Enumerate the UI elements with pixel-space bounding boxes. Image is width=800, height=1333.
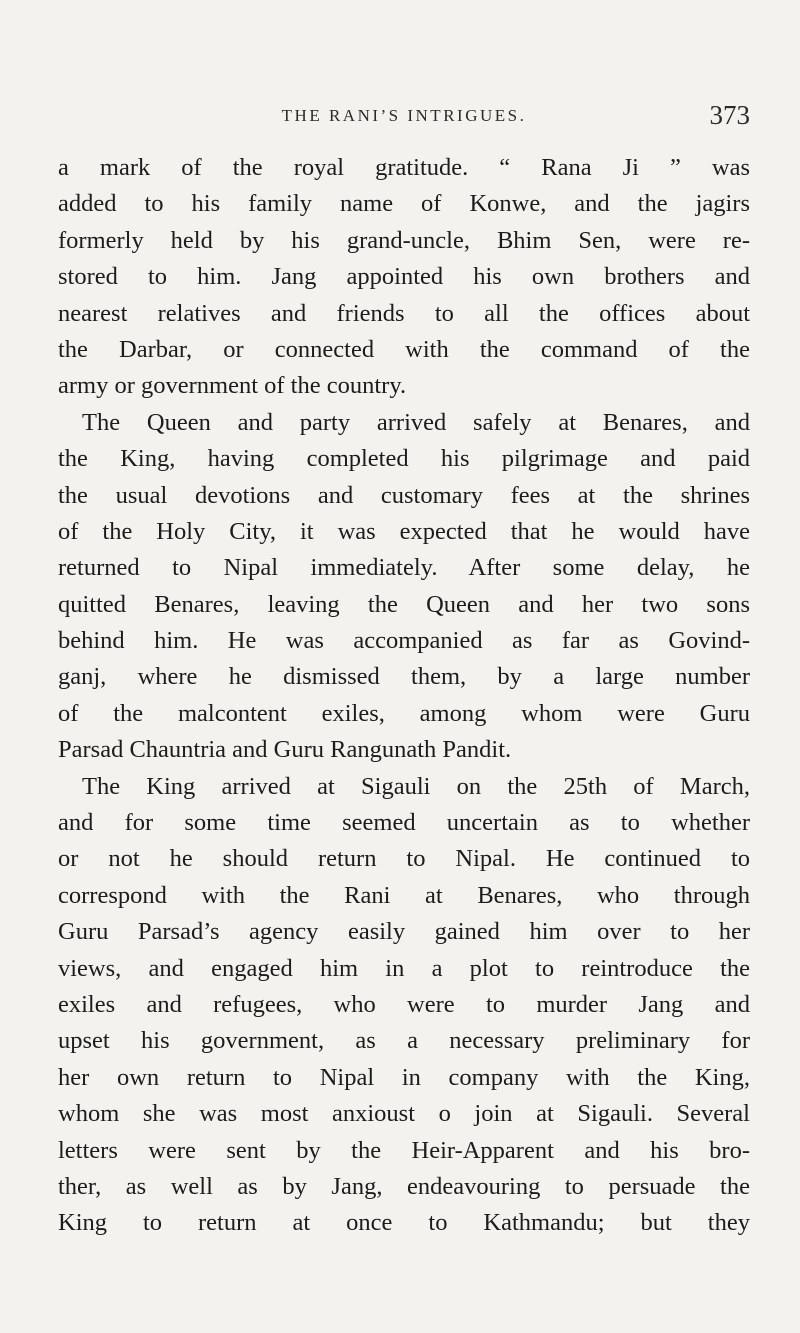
text-line: returned to Nipal immediately. After some delay, he [58,554,750,582]
text-line: the King, having completed his pilgrimage and paid [58,445,750,473]
text-line: of the Holy City, it was expected that he would have [58,517,750,545]
body-text [58,150,750,1242]
text-line: The Queen and party arrived safely at Benares, and [82,408,750,436]
text-line: of the malcontent exiles, among whom were Guru [58,699,750,727]
text-line: ganj, where he dismissed them, by a large number [58,663,750,691]
text-line: upset his government, as a necessary preliminary for [58,1027,750,1055]
text-line: and for some time seemed uncertain as to whether [58,809,750,837]
text-line: formerly held by his grand-uncle, Bhim Sen, were re- [58,226,750,254]
text-line: The King arrived at Sigauli on the 25th of March, [82,772,750,800]
text-line: behind him. He was accompanied as far as Govind- [58,627,750,655]
running-title: THE RANI’S INTRIGUES. [281,106,527,125]
text-line: Parsad Chauntria and Guru Rangunath Pandit. [58,736,512,764]
text-line: correspond with the Rani at Benares, who through [58,881,750,909]
text-line: King to return at once to Kathmandu; but they [58,1209,750,1237]
text-line: or not he should return to Nipal. He continued to [58,845,750,873]
text-line: nearest relatives and friends to all the offices about [58,299,750,327]
text-line: army or government of the country. [58,372,407,400]
text-line: a mark of the royal gratitude. “ Rana Ji ” was [58,154,750,181]
text-line: her own return to Nipal in company with the King, [58,1063,750,1091]
page-number: 373 [709,100,750,130]
text-line: ther, as well as by Jang, endeavouring to persuade the [58,1172,750,1200]
text-line: the Darbar, or connected with the command of the [58,335,750,363]
text-line: stored to him. Jang appointed his own brothers and [58,263,750,291]
text-line: letters were sent by the Heir-Apparent and his bro- [58,1136,750,1164]
text-line: the usual devotions and customary fees at the shrines [58,481,750,509]
text-line: views, and engaged him in a plot to reintroduce the [58,954,750,982]
text-line: whom she was most anxioust o join at Sigauli. Several [58,1100,750,1128]
text-line: exiles and refugees, who were to murder Jang and [58,990,750,1018]
text-line: quitted Benares, leaving the Queen and her two sons [58,590,750,618]
text-line: added to his family name of Konwe, and the jagirs [58,190,750,218]
running-head [58,100,750,136]
text-line: Guru Parsad’s agency easily gained him over to her [58,918,750,946]
